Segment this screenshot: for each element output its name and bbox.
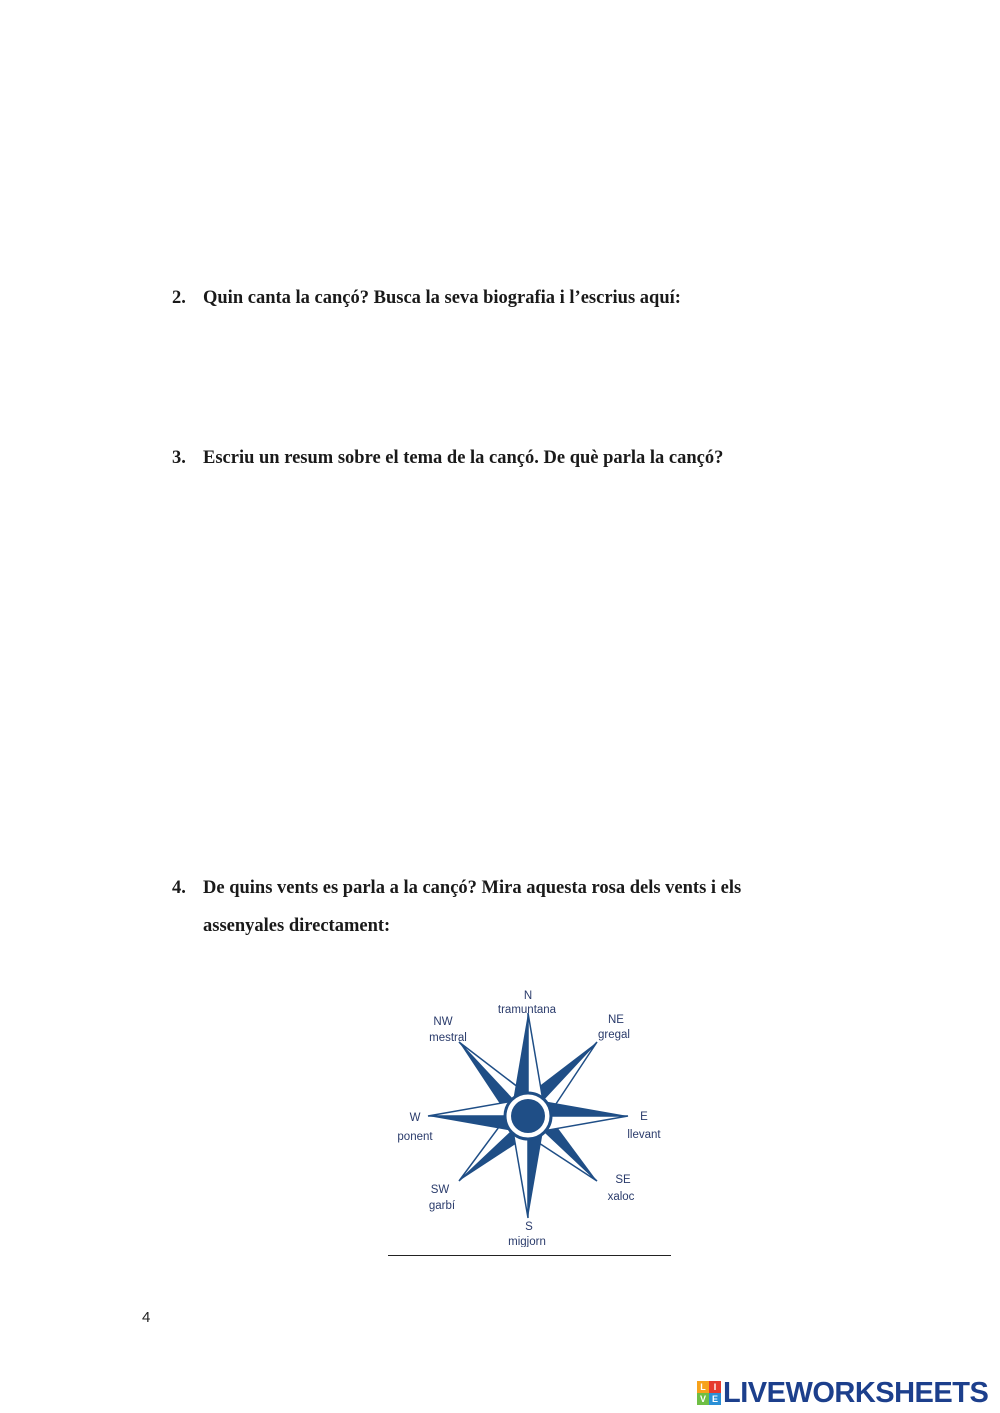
compass-label-xaloc: xaloc <box>607 1191 635 1203</box>
liveworksheets-brand <box>697 1377 988 1409</box>
compass-label-s: S <box>525 1221 533 1233</box>
question-text: Quin canta la cançó? Busca la seva biografia i l’escrius aquí: <box>203 288 681 308</box>
image-underline <box>388 1255 671 1256</box>
compass-label-tramuntana: tramuntana <box>497 1004 557 1016</box>
compass-label-w: W <box>409 1112 421 1124</box>
compass-label-ponent: ponent <box>397 1131 433 1143</box>
logo-tile: E <box>709 1393 721 1405</box>
compass-label-e: E <box>640 1111 648 1123</box>
compass-label-gregal: gregal <box>598 1029 630 1041</box>
compass-label-se: SE <box>615 1174 631 1186</box>
compass-label-nw: NW <box>433 1016 453 1028</box>
question-text-line-2: assenyales directament: <box>203 916 391 936</box>
liveworksheets-logo-icon <box>697 1381 721 1405</box>
compass-label-migjorn: migjorn <box>508 1236 546 1247</box>
page-number: 4 <box>142 1309 151 1326</box>
logo-tile: L <box>697 1381 709 1393</box>
question-text: Escriu un resum sobre el tema de la cançó. De què parla la cançó? <box>203 448 724 468</box>
compass-rose-graphic <box>388 985 672 1247</box>
compass-hub <box>511 1099 545 1133</box>
question-number: 2. <box>172 288 186 308</box>
question-number: 4. <box>172 878 186 898</box>
compass-rose <box>388 985 672 1247</box>
question-text <box>203 869 843 945</box>
compass-label-mestral: mestral <box>429 1032 467 1044</box>
question-text-line-1: De quins vents es parla a la cançó? Mira aquesta rosa dels vents i els <box>203 878 742 898</box>
logo-tile: V <box>697 1393 709 1405</box>
question-number: 3. <box>172 448 186 468</box>
brand-name: LIVEWORKSHEETS <box>723 1377 989 1409</box>
compass-label-garbi: garbí <box>428 1200 456 1212</box>
compass-label-n: N <box>523 990 533 1002</box>
compass-label-llevant: llevant <box>627 1129 661 1141</box>
logo-tile: I <box>709 1381 721 1393</box>
compass-label-sw: SW <box>430 1184 450 1196</box>
compass-label-ne: NE <box>608 1014 624 1026</box>
